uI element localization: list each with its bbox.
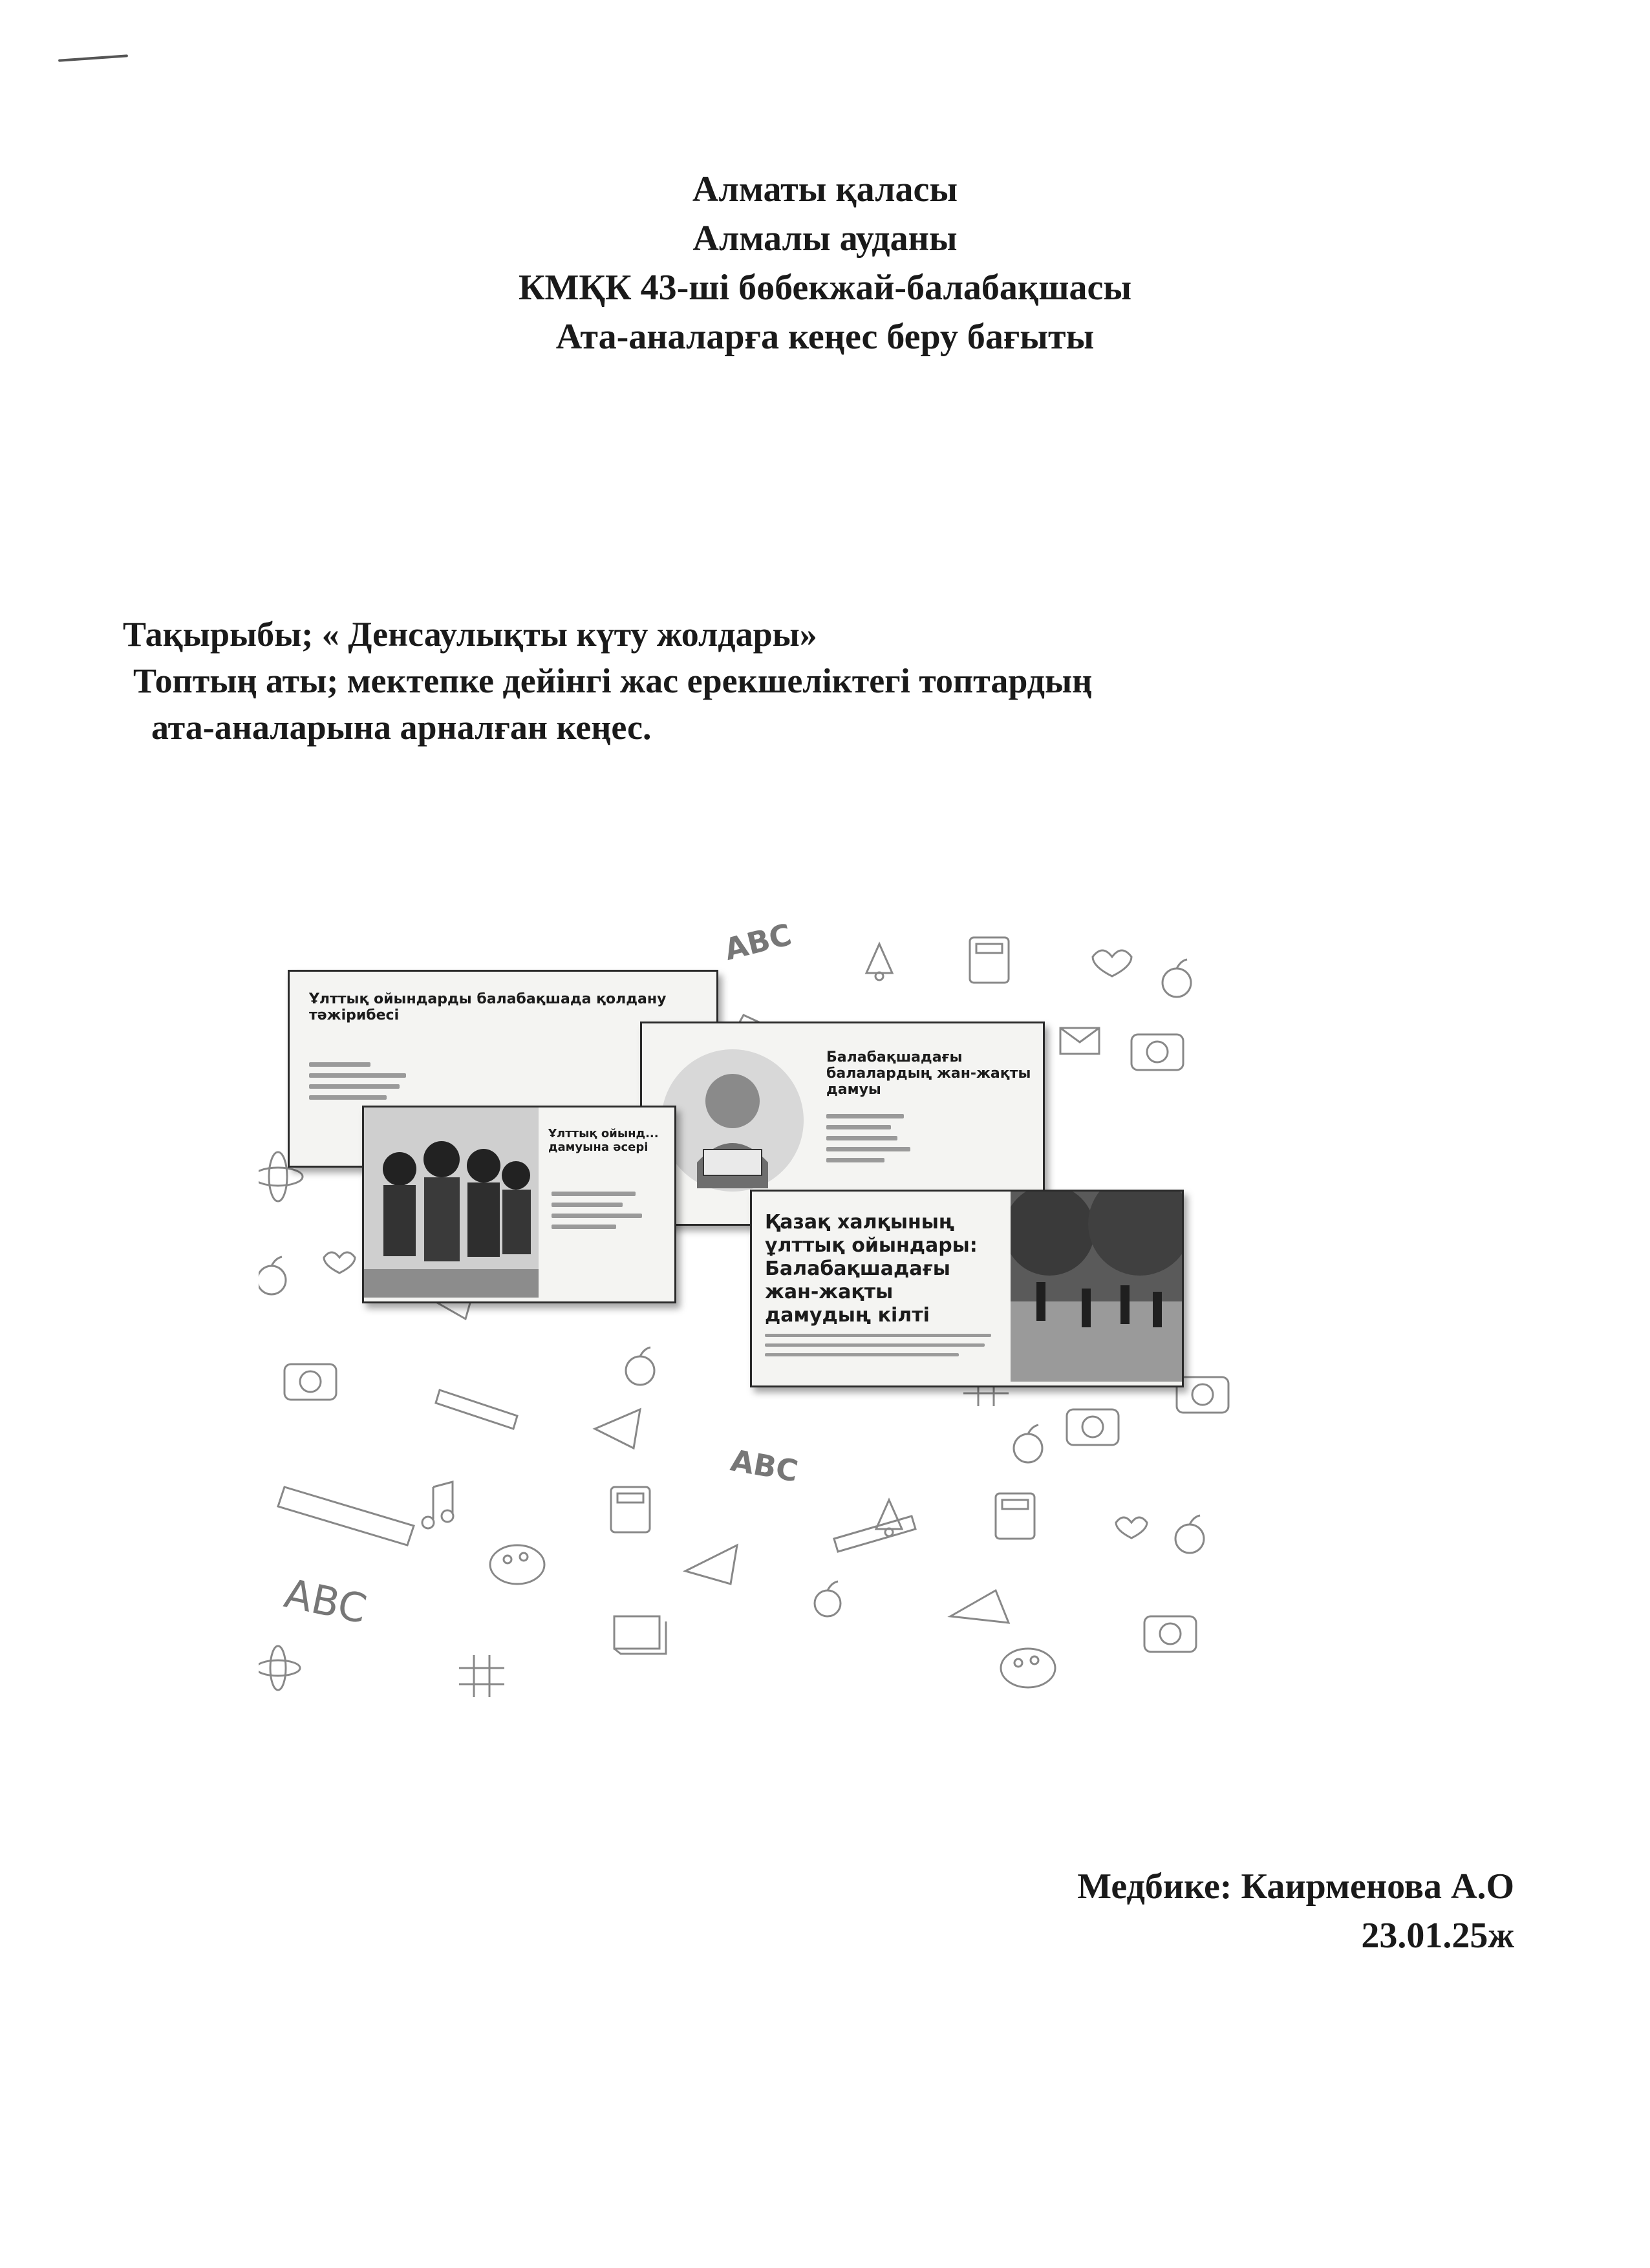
park-photo bbox=[1011, 1192, 1182, 1382]
pencil-icon bbox=[436, 1390, 517, 1429]
abc-doodle: ABC bbox=[721, 917, 795, 967]
heart-icon bbox=[1093, 950, 1131, 976]
slide-title: Қазақ халқының ұлттық ойындары: Балабақшадағы жан-жақты дамудың кілті bbox=[765, 1211, 978, 1327]
ruler-icon bbox=[278, 1487, 414, 1545]
tic-tac-toe-icon bbox=[459, 1655, 504, 1697]
camera-icon bbox=[284, 1364, 336, 1400]
abc-doodle: ABC bbox=[728, 1442, 801, 1489]
triangle-icon bbox=[595, 1409, 640, 1448]
bell-icon bbox=[866, 944, 892, 980]
header-district: Алмалы ауданы bbox=[692, 219, 958, 259]
heart-icon bbox=[1116, 1517, 1147, 1538]
triangle-icon bbox=[950, 1590, 1009, 1623]
apple-icon bbox=[259, 1257, 286, 1294]
book-icon bbox=[614, 1616, 666, 1654]
apple-icon bbox=[1014, 1425, 1042, 1462]
document-header bbox=[0, 165, 1650, 361]
slide-title: Ұлттық ойынд... дамуына әсері bbox=[548, 1127, 659, 1154]
topic-group: Топтың аты; мектепке дейінгі жас ерекшеліктегі топтардың bbox=[133, 661, 1093, 700]
camera-icon bbox=[1131, 1034, 1183, 1070]
signature-block bbox=[1077, 1862, 1514, 1960]
calculator-icon bbox=[996, 1493, 1034, 1539]
topic-title: Тақырыбы; « Денсаулықты күту жолдары» bbox=[123, 615, 817, 654]
document-date: 23.01.25ж bbox=[1361, 1916, 1514, 1956]
header-direction: Ата-аналарға кеңес беру бағыты bbox=[555, 317, 1095, 357]
atom-icon bbox=[259, 1646, 300, 1690]
calculator-icon bbox=[611, 1487, 650, 1532]
palette-icon bbox=[1001, 1649, 1055, 1687]
author-name: Медбике: Каирменова А.О bbox=[1077, 1867, 1514, 1907]
apple-icon bbox=[815, 1581, 841, 1616]
pencil-icon bbox=[834, 1516, 916, 1552]
apple-icon bbox=[1162, 959, 1191, 997]
bell-icon bbox=[876, 1500, 902, 1536]
envelope-icon bbox=[1060, 1028, 1099, 1054]
slide-card bbox=[750, 1190, 1184, 1387]
slide-text-lines bbox=[552, 1185, 661, 1236]
apple-icon bbox=[1175, 1515, 1204, 1553]
scan-mark bbox=[58, 54, 128, 62]
palette-icon bbox=[490, 1545, 544, 1584]
header-city: Алматы қаласы bbox=[692, 169, 958, 209]
header-institution: КМҚК 43-ші бөбекжай-балабақшасы bbox=[518, 268, 1132, 308]
topic-group-cont: ата-аналарына арналған кеңес. bbox=[151, 708, 652, 747]
slide-text-lines bbox=[309, 1056, 697, 1106]
topic-block bbox=[123, 611, 1092, 751]
slide-text-lines bbox=[765, 1327, 998, 1363]
children-illustration bbox=[364, 1107, 539, 1298]
camera-icon bbox=[1144, 1616, 1196, 1652]
slide-card bbox=[362, 1106, 676, 1303]
slide-text-lines bbox=[826, 1107, 1033, 1169]
slide-title: Балабақшадағы балалардың жан-жақты дамуы bbox=[826, 1049, 1031, 1098]
calculator-icon bbox=[970, 937, 1009, 983]
camera-icon bbox=[1177, 1377, 1228, 1413]
heart-icon bbox=[324, 1252, 355, 1273]
illustration-collage bbox=[259, 918, 1241, 1707]
slide-title: Ұлттық ойындарды балабақшада қолдану тәжірибесі bbox=[309, 991, 667, 1023]
camera-icon bbox=[1067, 1409, 1119, 1445]
apple-icon bbox=[626, 1347, 654, 1385]
triangle-icon bbox=[685, 1545, 737, 1584]
music-note-icon bbox=[422, 1482, 453, 1528]
abc-doodle: ABC bbox=[280, 1569, 371, 1633]
